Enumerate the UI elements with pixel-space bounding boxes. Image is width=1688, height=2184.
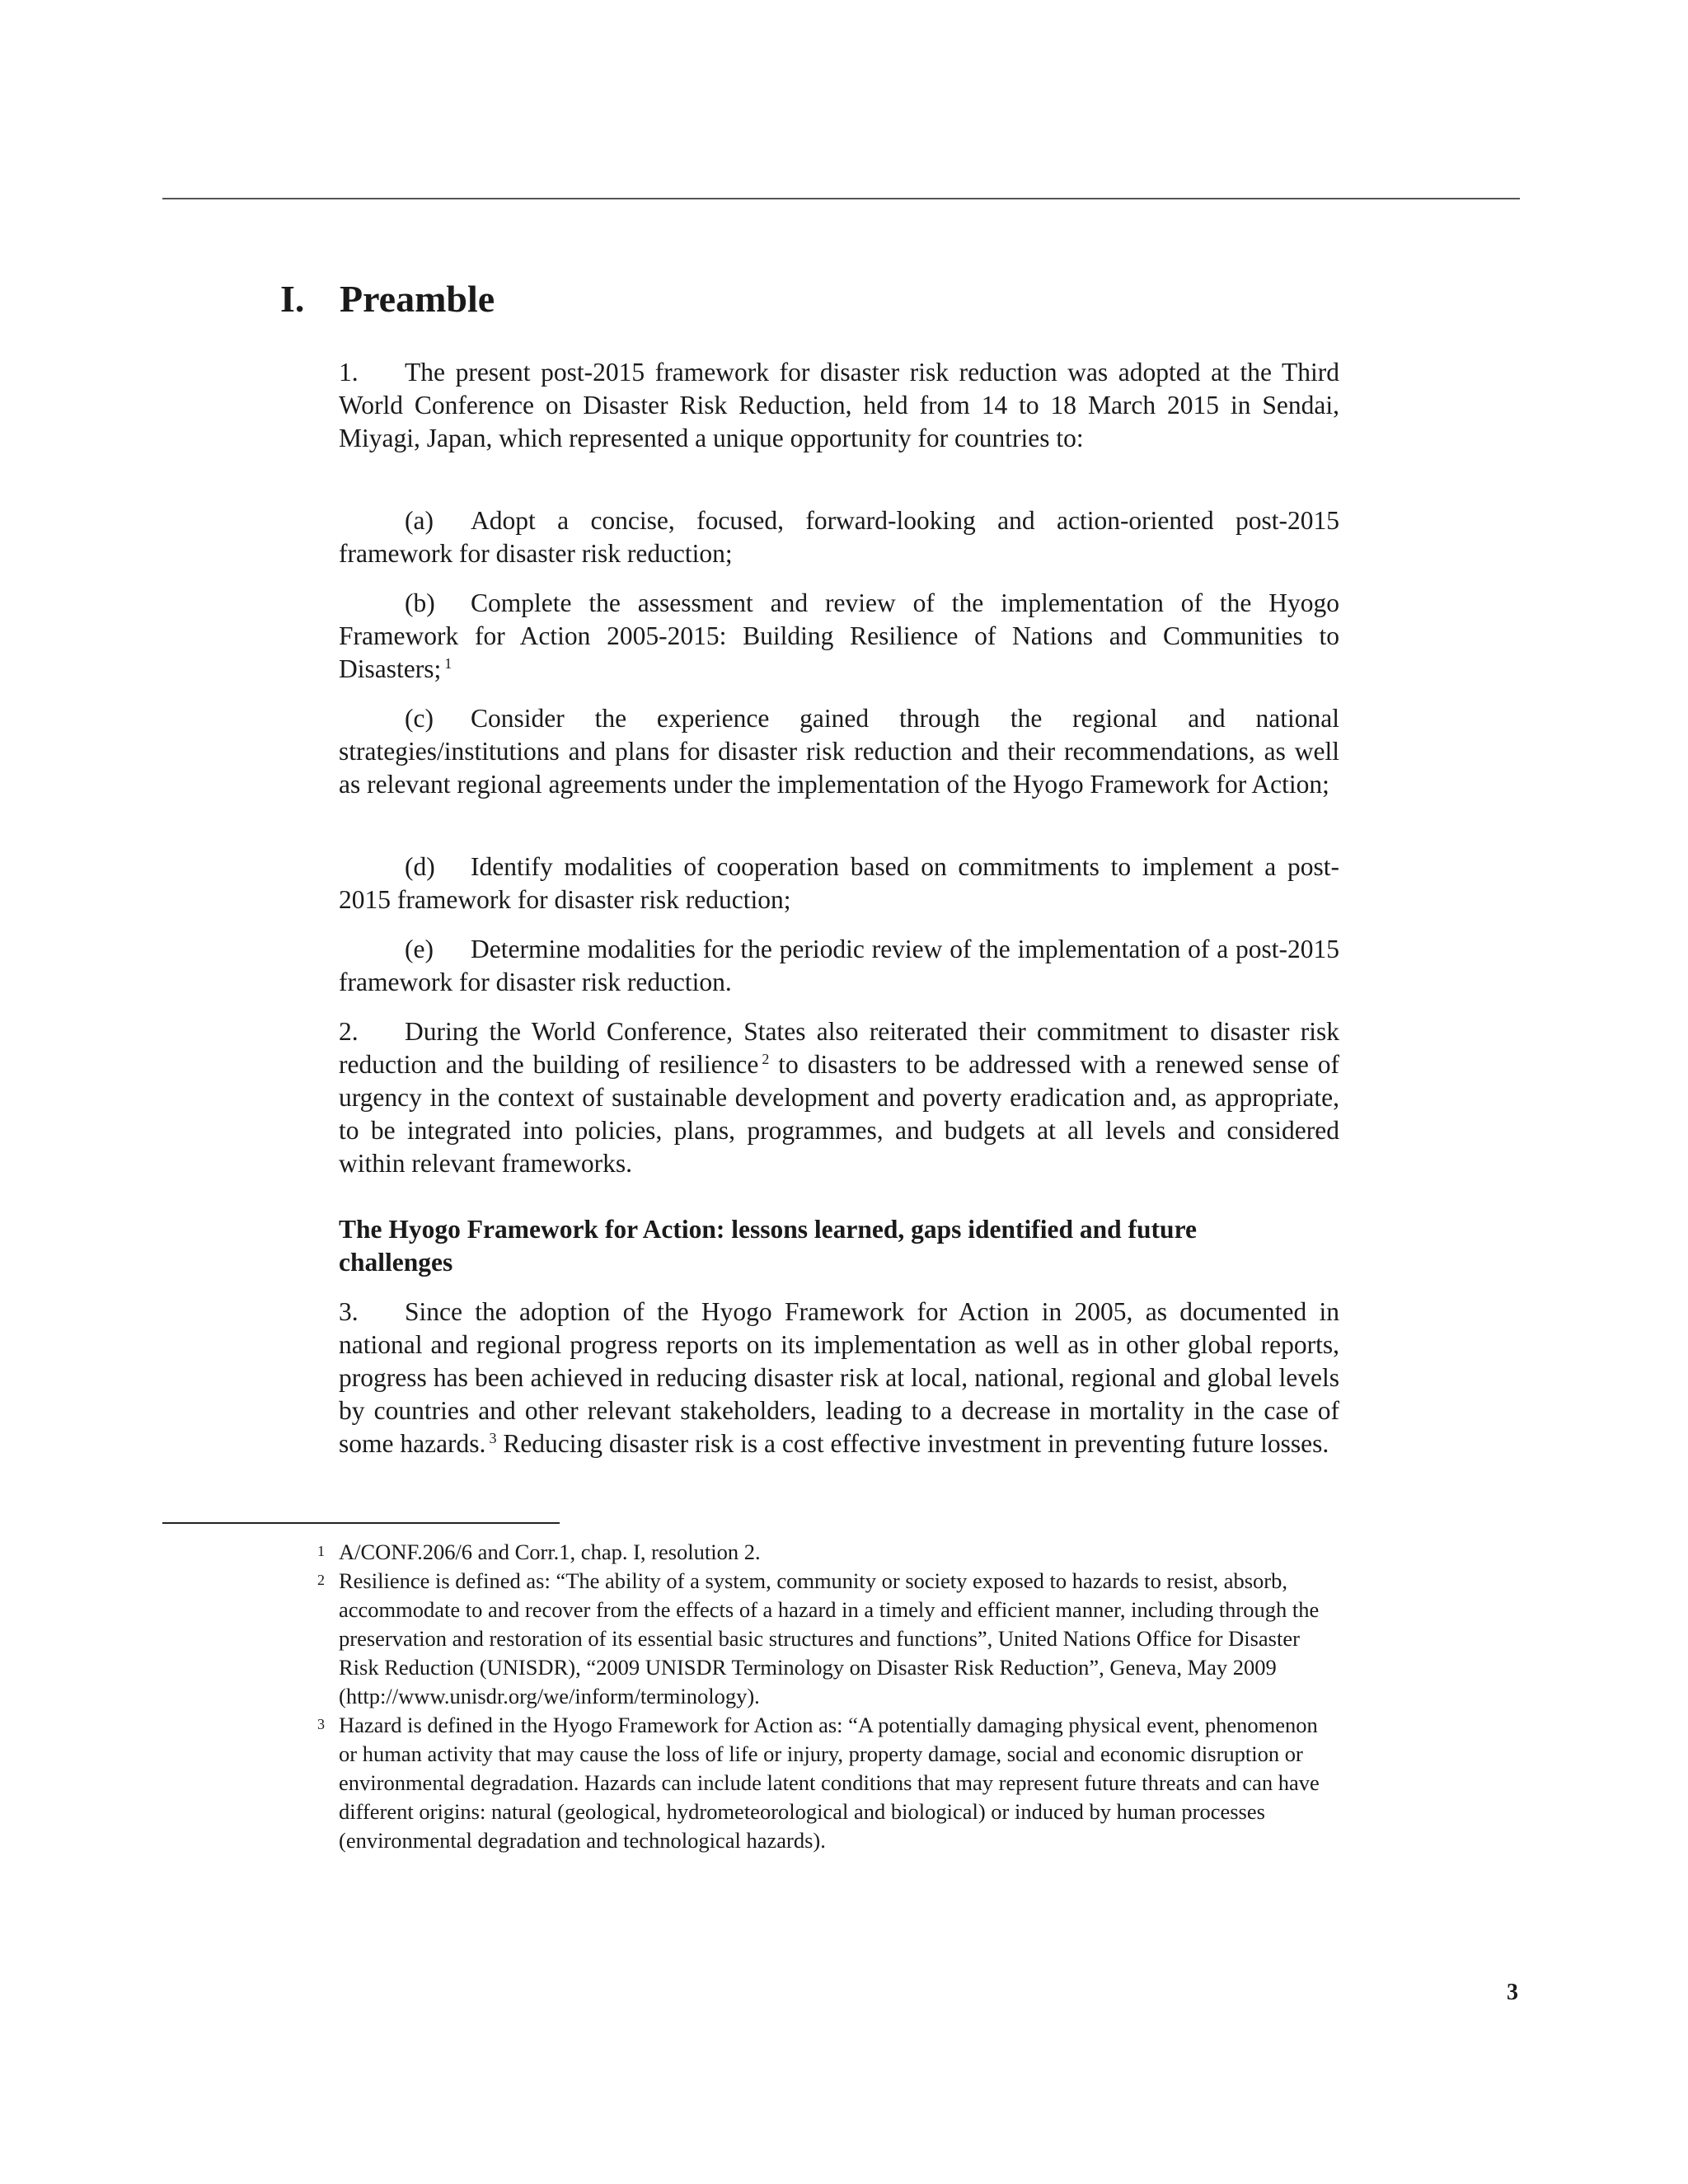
footnote-text: Hazard is defined in the Hyogo Framework for Action as: “A potentially damaging physical event, phenomenon or human activity that may cause the loss of life or injury, property damage, social and economic disruption or environmental degradation. Hazards can include latent conditions that may represent future threats and can have different origins: natural (geological, hydrometeorological and biological) or induced by human processes (environmental degradation and technological hazards). xyxy=(339,1713,1320,1853)
item-text: Identify modalities of cooperation based on commitments to implement a post-2015 framework for disaster risk reduction; xyxy=(339,852,1339,914)
footnote-number: 1 xyxy=(317,1543,325,1559)
item-label: (c) xyxy=(405,704,434,733)
footnote-2 xyxy=(317,1567,1339,1711)
footnote-text[interactable]: Resilience is defined as: “The ability of a system, community or society exposed to hazards to resist, absorb, accommodate to and recover from the effects of a hazard in a timely and efficient manner, including through the preservation and restoration of its essential basic structures and functions”, United Nations Office for Disaster Risk Reduction (UNISDR), “2009 UNISDR Terminology on Disaster Risk Reduction”, Geneva, May 2009 (http://www.unisdr.org/we/inform/terminology). xyxy=(339,1568,1320,1708)
item-d xyxy=(339,851,1339,916)
footnotes xyxy=(317,1538,1339,1855)
header-rule xyxy=(162,198,1520,199)
footnote-3 xyxy=(317,1711,1339,1855)
paragraph-text-cont: Reducing disaster risk is a cost effective investment in preventing future losses. xyxy=(496,1429,1329,1458)
footnote-ref[interactable]: 3 xyxy=(489,1429,497,1446)
section-heading xyxy=(280,277,495,321)
item-text: Determine modalities for the periodic review of the implementation of a post-2015 framework for disaster risk reduction. xyxy=(339,935,1339,996)
item-c xyxy=(339,702,1339,801)
footnote-ref[interactable]: 2 xyxy=(762,1050,770,1067)
footnote-number: 3 xyxy=(317,1716,325,1732)
subheading: The Hyogo Framework for Action: lessons learned, gaps identified and future challenges xyxy=(339,1215,1197,1277)
footnote-ref[interactable]: 1 xyxy=(444,654,452,672)
item-text: Consider the experience gained through the regional and national strategies/institutions and plans for disaster risk reduction and their recommendations, as well as relevant regional agreements under the implementation of the Hyogo Framework for Action; xyxy=(339,704,1339,799)
item-b xyxy=(339,587,1339,686)
footnote-number: 2 xyxy=(317,1572,325,1588)
footnote-1 xyxy=(317,1538,1339,1567)
paragraph-2 xyxy=(339,1015,1339,1180)
item-text: Adopt a concise, focused, forward-looking and action-oriented post-2015 framework for disaster risk reduction; xyxy=(339,506,1339,568)
paragraph-text: The present post-2015 framework for disaster risk reduction was adopted at the Third World Conference on Disaster Risk Reduction, held from 14 to 18 March 2015 in Sendai, Miyagi, Japan, which represented a unique opportunity for countries to: xyxy=(339,358,1339,452)
footnote-text: A/CONF.206/6 and Corr.1, chap. I, resolution 2. xyxy=(339,1540,761,1564)
footnote-rule xyxy=(162,1522,560,1524)
item-a xyxy=(339,504,1339,570)
paragraph-number: 3. xyxy=(339,1297,359,1326)
paragraph-text: During the World Conference, States also reiterated their commitment to disaster risk reduction and the building of resilience xyxy=(339,1017,1339,1079)
page-number: 3 xyxy=(1507,1980,1518,2005)
paragraph-text: Since the adoption of the Hyogo Framework for Action in 2005, as documented in national and regional progress reports on its implementation as well as in other global reports, progress has been achieved in reducing disaster risk at local, national, regional and global levels by countries and other relevant stakeholders, leading to a decrease in mortality in the case of some hazards. xyxy=(339,1297,1339,1458)
subheading-block xyxy=(339,1213,1339,1279)
item-text: Complete the assessment and review of the implementation of the Hyogo Framework for Action 2005-2015: Building Resilience of Nations and Communities to Disasters; xyxy=(339,588,1339,683)
paragraph-1 xyxy=(339,356,1339,455)
paragraph-number: 1. xyxy=(339,358,359,387)
paragraph-text-cont: to disasters to be addressed with a renewed sense of urgency in the context of sustainable development and poverty eradication and, as appropriate, to be integrated into policies, plans, programmes, and budgets at all levels and considered within relevant frameworks. xyxy=(339,1050,1339,1178)
paragraph-3 xyxy=(339,1296,1339,1460)
item-e xyxy=(339,933,1339,999)
item-label: (a) xyxy=(405,506,434,535)
section-title: Preamble xyxy=(340,278,495,320)
item-label: (d) xyxy=(405,852,435,881)
section-number: I. xyxy=(280,278,305,320)
item-label: (e) xyxy=(405,935,434,963)
paragraph-number: 2. xyxy=(339,1017,359,1046)
item-label: (b) xyxy=(405,588,435,617)
